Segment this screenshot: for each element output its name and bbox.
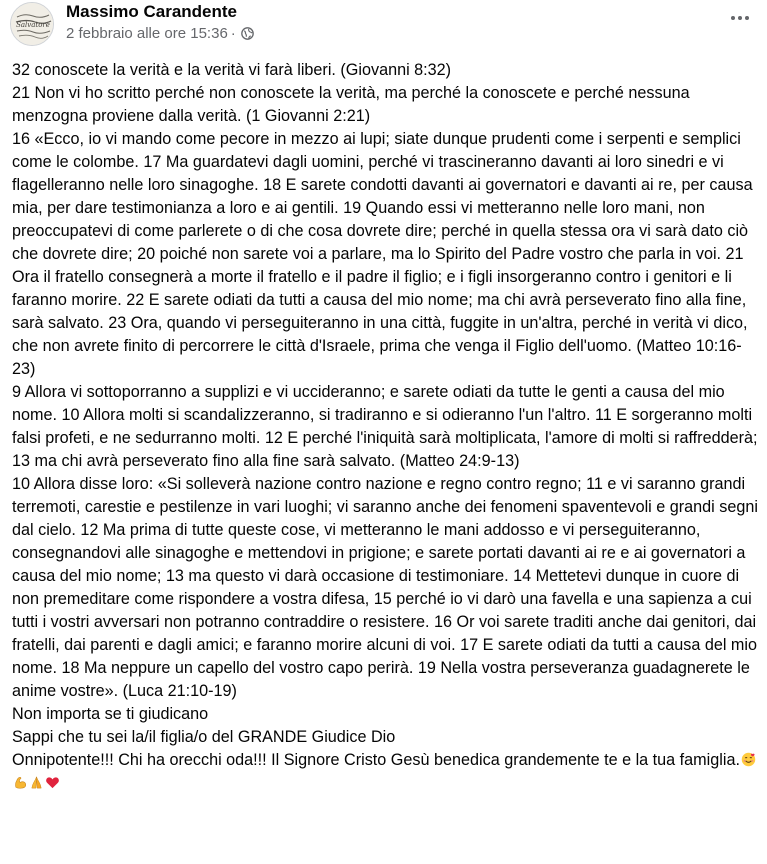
smiling-face-with-hearts-emoji-icon	[741, 751, 756, 766]
post-closing-text: Onnipotente!!! Chi ha orecchi oda!!! Il Signore Cristo Gesù benedica grandemente te e la tua famiglia.	[12, 751, 740, 769]
post-closing	[12, 749, 764, 795]
post-paragraph: 9 Allora vi sottoporranno a supplizi e vi uccideranno; e sarete odiati da tutte le genti a causa del mio nome. 10 Allora molti si scandalizzeranno, si tradiranno e si odieranno l'un l'altro. 11 E sorgeranno molti falsi profeti, e ne sedurranno molti. 12 E perché l'iniquità sarà moltiplicata, l'amore di molti si raffredderà; 13 ma chi avrà perseverato fino alla fine sarà salvato. (Matteo 24:9-13)	[12, 383, 758, 470]
post-body	[12, 59, 764, 795]
post-header	[10, 2, 760, 46]
post-paragraph: 32 conoscete la verità e la verità vi farà liberi. (Giovanni 8:32)	[12, 61, 452, 79]
red-heart-emoji-icon	[45, 774, 60, 789]
post-paragraph: 21 Non vi ho scritto perché non conoscete la verità, ma perché la conoscete e perché nessuna menzogna proviene dalla verità. (1 Giovanni 2:21)	[12, 84, 690, 125]
post-paragraph: 16 «Ecco, io vi mando come pecore in mezzo ai lupi; siate dunque prudenti come i serpenti e semplici come le colombe. 17 Ma guardatevi dagli uomini, perché vi trascineranno davanti ai loro sinedri e vi flagelleranno nelle loro sinagoghe. 18 E sarete condotti davanti ai governatori e davanti ai re, per causa mia, per dare testimonianza a loro e ai gentili. 19 Quando essi vi metteranno nelle loro mani, non preoccupatevi di come parlerete o di che cosa dovrete dire; perché in quella stessa ora vi sarà dato ciò che dovrete dire; 20 poiché non sarete voi a parlare, ma lo Spirito del Padre vostro che parla in voi. 21 Ora il fratello consegnerà a morte il fratello e il padre il figlio; e i figli insorgeranno contro i genitori e li faranno morire. 22 E sarete odiati da tutti a causa del mio nome; ma chi avrà perseverato fino alla fine, sarà salvato. 23 Ora, quando vi perseguiteranno in una città, fuggite in un'altra, perché in verità vi dico, che non avrete finito di percorrere le città d'Israele, prima che venga il Figlio dell'uomo. (Matteo 10:16-23)	[12, 130, 753, 378]
flexed-biceps-emoji-icon	[13, 774, 28, 789]
post-paragraph: Sappi che tu sei la/il figlia/o del GRANDE Giudice Dio	[12, 728, 396, 746]
post-timestamp[interactable]: 2 febbraio alle ore 15:36	[66, 25, 228, 42]
post-paragraph: Non importa se ti giudicano	[12, 705, 209, 723]
globe-icon[interactable]	[241, 27, 254, 45]
avatar-image	[11, 3, 54, 46]
avatar-text: Salvatore	[16, 21, 50, 29]
avatar[interactable]	[10, 2, 54, 46]
author-name[interactable]: Massimo Carandente	[66, 2, 237, 21]
folded-hands-emoji-icon	[29, 774, 44, 789]
more-options-icon[interactable]	[726, 8, 754, 28]
post-paragraph: 10 Allora disse loro: «Si solleverà nazione contro nazione e regno contro regno; 11 e vi saranno grandi terremoti, carestie e pestilenze in vari luoghi; vi saranno anche dei fenomeni spaventevoli e grandi segni dal cielo. 12 Ma prima di tutte queste cose, vi metteranno le mani addosso e vi perseguiteranno, consegnandovi alle sinagoghe e mettendovi in prigione; e sarete portati davanti ai re e ai governatori a causa del mio nome; 13 ma questo vi darà occasione di testimoniare. 14 Mettetevi dunque in cuore di non premeditare come rispondere a vostra difesa, 15 perché io vi darò una favella e una sapienza a cui tutti i vostri avversari non potranno contraddire o resistere. 16 Or voi sarete traditi anche dai genitori, dai fratelli, dai parenti e dagli amici; e faranno morire alcuni di voi. 17 E sarete odiati da tutti a causa del mio nome. 18 Ma neppure un capello del vostro capo perirà. 19 Nella vostra perseveranza guadagnerete le anime vostre». (Luca 21:10-19)	[12, 475, 758, 700]
meta-separator: ·	[230, 25, 236, 42]
post-meta	[66, 25, 254, 45]
